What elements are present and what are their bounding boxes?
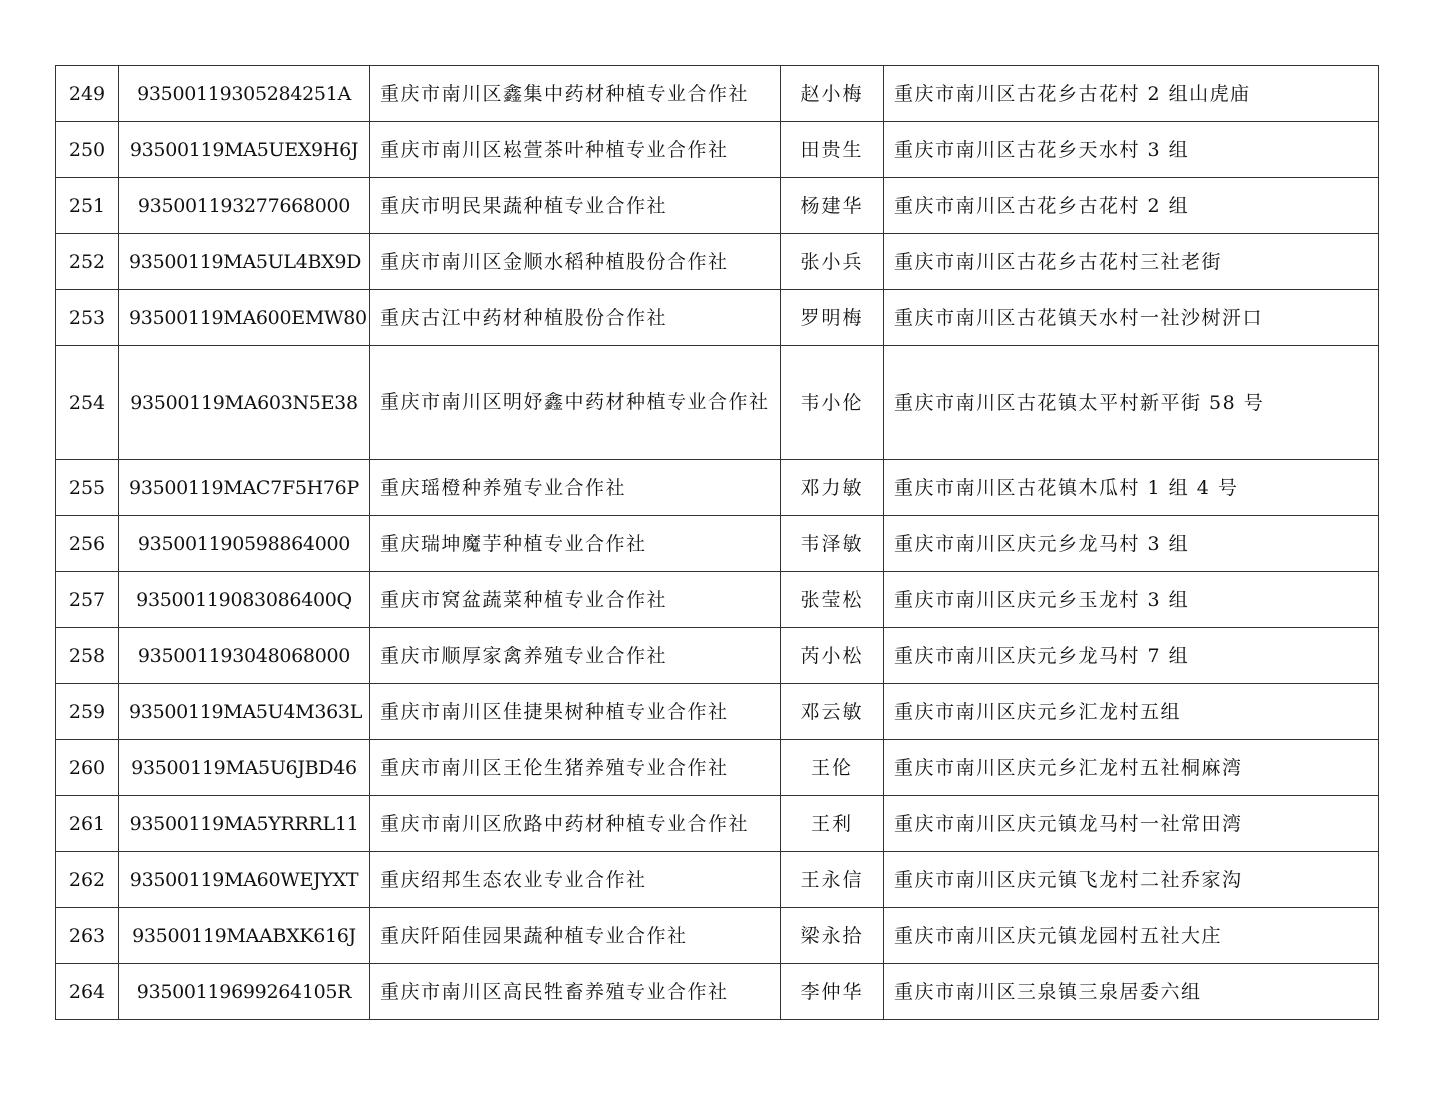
legal-representative-cell: 韦泽敏 xyxy=(781,516,884,572)
row-number-cell: 259 xyxy=(56,684,119,740)
cooperative-name-cell: 重庆市南川区佳捷果树种植专业合作社 xyxy=(370,684,781,740)
address-cell: 重庆市南川区庆元镇龙园村五社大庄 xyxy=(884,908,1379,964)
address-cell: 重庆市南川区古花镇天水村一社沙树汧口 xyxy=(884,290,1379,346)
address-cell: 重庆市南川区庆元镇龙马村一社常田湾 xyxy=(884,796,1379,852)
legal-representative-cell: 邓力敏 xyxy=(781,460,884,516)
credit-code-cell: 93500119305284251A xyxy=(119,66,370,122)
row-number-cell: 253 xyxy=(56,290,119,346)
table-row xyxy=(56,628,1379,684)
cooperative-name-cell: 重庆古江中药材种植股份合作社 xyxy=(370,290,781,346)
table-row xyxy=(56,740,1379,796)
table-row xyxy=(56,796,1379,852)
cooperative-name-cell: 重庆市窝盆蔬菜种植专业合作社 xyxy=(370,572,781,628)
credit-code-cell: 93500119MA5U6JBD46 xyxy=(119,740,370,796)
address-cell: 重庆市南川区庆元镇飞龙村二社乔家沟 xyxy=(884,852,1379,908)
address-cell: 重庆市南川区三泉镇三泉居委六组 xyxy=(884,964,1379,1020)
row-number-cell: 256 xyxy=(56,516,119,572)
row-number-cell: 257 xyxy=(56,572,119,628)
table-row xyxy=(56,178,1379,234)
table-row xyxy=(56,66,1379,122)
credit-code-cell: 93500119MA5U4M363L xyxy=(119,684,370,740)
row-number-cell: 251 xyxy=(56,178,119,234)
cooperative-name-cell: 重庆市明民果蔬种植专业合作社 xyxy=(370,178,781,234)
table-row xyxy=(56,516,1379,572)
cooperative-name-cell: 重庆市南川区欣路中药材种植专业合作社 xyxy=(370,796,781,852)
credit-code-cell: 93500119MA5YRRRL11 xyxy=(119,796,370,852)
legal-representative-cell: 杨建华 xyxy=(781,178,884,234)
table-row xyxy=(56,346,1379,460)
row-number-cell: 261 xyxy=(56,796,119,852)
credit-code-cell: 935001193048068000 xyxy=(119,628,370,684)
cooperative-name-cell: 重庆瑶橙种养殖专业合作社 xyxy=(370,460,781,516)
row-number-cell: 250 xyxy=(56,122,119,178)
cooperative-name-cell: 重庆市南川区崧萱茶叶种植专业合作社 xyxy=(370,122,781,178)
address-cell: 重庆市南川区古花乡天水村 3 组 xyxy=(884,122,1379,178)
legal-representative-cell: 赵小梅 xyxy=(781,66,884,122)
cooperative-name-cell: 重庆市顺厚家禽养殖专业合作社 xyxy=(370,628,781,684)
cooperative-name-cell: 重庆瑞坤魔芋种植专业合作社 xyxy=(370,516,781,572)
credit-code-cell: 93500119MA5UEX9H6J xyxy=(119,122,370,178)
table-row xyxy=(56,964,1379,1020)
table-row xyxy=(56,572,1379,628)
table-row xyxy=(56,908,1379,964)
address-cell: 重庆市南川区古花镇木瓜村 1 组 4 号 xyxy=(884,460,1379,516)
address-cell: 重庆市南川区庆元乡龙马村 3 组 xyxy=(884,516,1379,572)
legal-representative-cell: 韦小伦 xyxy=(781,346,884,460)
credit-code-cell: 93500119MA603N5E38 xyxy=(119,346,370,460)
row-number-cell: 260 xyxy=(56,740,119,796)
legal-representative-cell: 王伦 xyxy=(781,740,884,796)
table-row xyxy=(56,460,1379,516)
row-number-cell: 254 xyxy=(56,346,119,460)
table-row xyxy=(56,290,1379,346)
credit-code-cell: 935001190598864000 xyxy=(119,516,370,572)
legal-representative-cell: 张莹松 xyxy=(781,572,884,628)
credit-code-cell: 93500119MAC7F5H76P xyxy=(119,460,370,516)
cooperative-registry-table xyxy=(55,65,1379,1020)
credit-code-cell: 93500119MA60WEJYXT xyxy=(119,852,370,908)
legal-representative-cell: 罗明梅 xyxy=(781,290,884,346)
address-cell: 重庆市南川区古花乡古花村三社老街 xyxy=(884,234,1379,290)
row-number-cell: 252 xyxy=(56,234,119,290)
row-number-cell: 264 xyxy=(56,964,119,1020)
legal-representative-cell: 张小兵 xyxy=(781,234,884,290)
cooperative-name-cell: 重庆市南川区金顺水稻种植股份合作社 xyxy=(370,234,781,290)
cooperative-name-cell: 重庆市南川区明妤鑫中药材种植专业合作社 xyxy=(370,346,781,460)
credit-code-cell: 93500119699264105R xyxy=(119,964,370,1020)
legal-representative-cell: 王利 xyxy=(781,796,884,852)
legal-representative-cell: 芮小松 xyxy=(781,628,884,684)
credit-code-cell: 935001193277668000 xyxy=(119,178,370,234)
row-number-cell: 255 xyxy=(56,460,119,516)
credit-code-cell: 93500119MA600EMW80 xyxy=(119,290,370,346)
row-number-cell: 263 xyxy=(56,908,119,964)
table-body xyxy=(56,66,1379,1020)
legal-representative-cell: 李仲华 xyxy=(781,964,884,1020)
address-cell: 重庆市南川区庆元乡汇龙村五组 xyxy=(884,684,1379,740)
cooperative-name-cell: 重庆阡陌佳园果蔬种植专业合作社 xyxy=(370,908,781,964)
table-row xyxy=(56,122,1379,178)
legal-representative-cell: 邓云敏 xyxy=(781,684,884,740)
address-cell: 重庆市南川区庆元乡汇龙村五社桐麻湾 xyxy=(884,740,1379,796)
credit-code-cell: 93500119MAABXK616J xyxy=(119,908,370,964)
row-number-cell: 249 xyxy=(56,66,119,122)
table-row xyxy=(56,852,1379,908)
table-row xyxy=(56,684,1379,740)
row-number-cell: 258 xyxy=(56,628,119,684)
cooperative-name-cell: 重庆市南川区高民牲畜养殖专业合作社 xyxy=(370,964,781,1020)
legal-representative-cell: 田贵生 xyxy=(781,122,884,178)
row-number-cell: 262 xyxy=(56,852,119,908)
address-cell: 重庆市南川区庆元乡龙马村 7 组 xyxy=(884,628,1379,684)
legal-representative-cell: 王永信 xyxy=(781,852,884,908)
address-cell: 重庆市南川区庆元乡玉龙村 3 组 xyxy=(884,572,1379,628)
legal-representative-cell: 梁永拾 xyxy=(781,908,884,964)
address-cell: 重庆市南川区古花乡古花村 2 组山虎庙 xyxy=(884,66,1379,122)
cooperative-name-cell: 重庆市南川区鑫集中药材种植专业合作社 xyxy=(370,66,781,122)
credit-code-cell: 93500119MA5UL4BX9D xyxy=(119,234,370,290)
table-row xyxy=(56,234,1379,290)
address-cell: 重庆市南川区古花镇太平村新平街 58 号 xyxy=(884,346,1379,460)
address-cell: 重庆市南川区古花乡古花村 2 组 xyxy=(884,178,1379,234)
cooperative-name-cell: 重庆市南川区王伦生猪养殖专业合作社 xyxy=(370,740,781,796)
credit-code-cell: 93500119083086400Q xyxy=(119,572,370,628)
cooperative-name-cell: 重庆绍邦生态农业专业合作社 xyxy=(370,852,781,908)
